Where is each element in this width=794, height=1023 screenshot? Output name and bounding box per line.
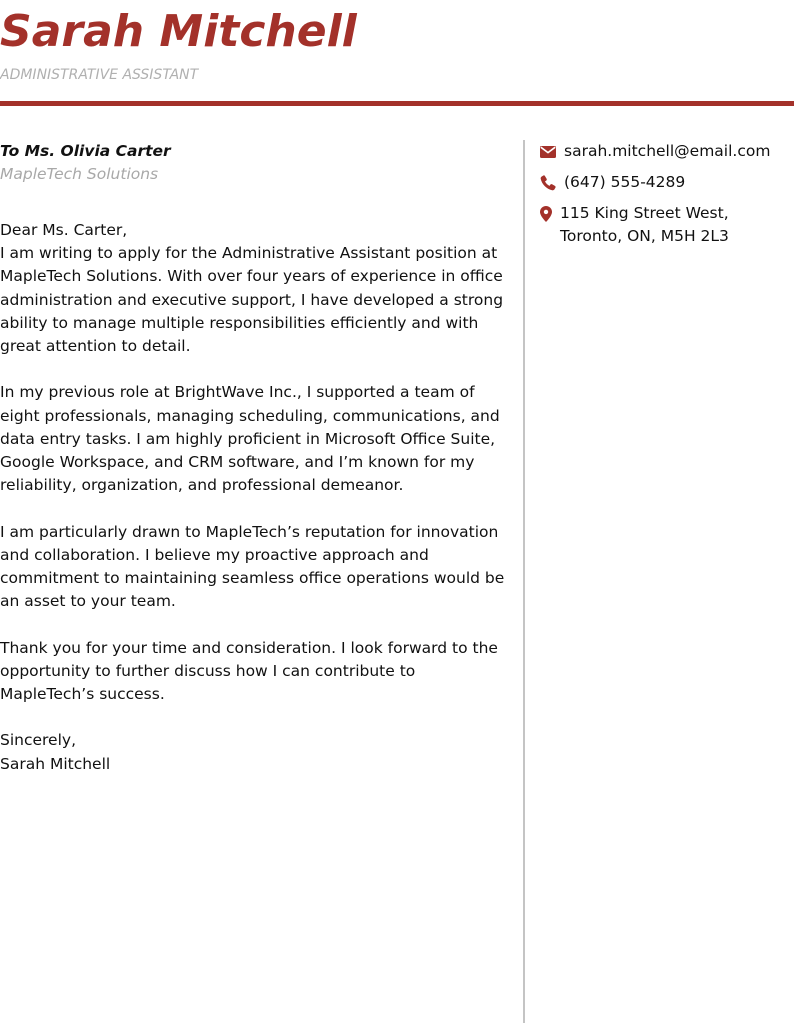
letter-paragraph: I am particularly drawn to MapleTech’s reputation for innovation and collaboration. I believe my proactive approach and commitment to maintaining seamless office operations would be an asset to your team.: [0, 522, 505, 611]
letter-paragraph: Thank you for your time and consideration. I look forward to the opportunity to further discuss how I can contribute to MapleTech’s success.: [0, 638, 498, 704]
envelope-icon: [540, 140, 558, 163]
contact-phone: [540, 171, 794, 194]
applicant-name: Sarah Mitchell: [0, 6, 357, 57]
letter-body: [0, 140, 510, 776]
recipient-company: MapleTech Solutions: [0, 165, 159, 183]
header-divider: [0, 101, 794, 106]
column-divider: [523, 140, 525, 1023]
map-pin-icon: [540, 202, 554, 225]
signature: Sarah Mitchell: [0, 754, 111, 773]
contact-address: [540, 202, 794, 248]
closing: Sincerely,: [0, 731, 77, 750]
address-line-2: Toronto, ON, M5H 2L3: [560, 227, 729, 245]
applicant-role: ADMINISTRATIVE ASSISTANT: [0, 67, 199, 83]
letter-paragraph: In my previous role at BrightWave Inc., I supported a team of eight professionals, managing scheduling, communications, and data entry tasks. I am highly proficient in Microsoft Office Suite, Google Workspace, and CRM software, and I’m known for my reliability, organization, and professional demeanor.: [0, 383, 500, 495]
phone-number[interactable]: (647) 555-4289: [564, 173, 686, 191]
mailing-address: [560, 202, 729, 248]
phone-icon: [540, 171, 558, 194]
recipient-name: To Ms. Olivia Carter: [0, 142, 171, 160]
address-line-1: 115 King Street West,: [560, 204, 729, 222]
salutation: Dear Ms. Carter,: [0, 221, 128, 239]
contact-info: [540, 140, 794, 256]
letter-paragraph: I am writing to apply for the Administrative Assistant position at MapleTech Solutions. With over four years of experience in office administration and executive support, I have developed a strong ability to manage multiple responsibilities efficiently and with great attention to detail.: [0, 244, 504, 356]
email-address[interactable]: sarah.mitchell@email.com: [564, 142, 771, 160]
contact-email: [540, 140, 794, 163]
